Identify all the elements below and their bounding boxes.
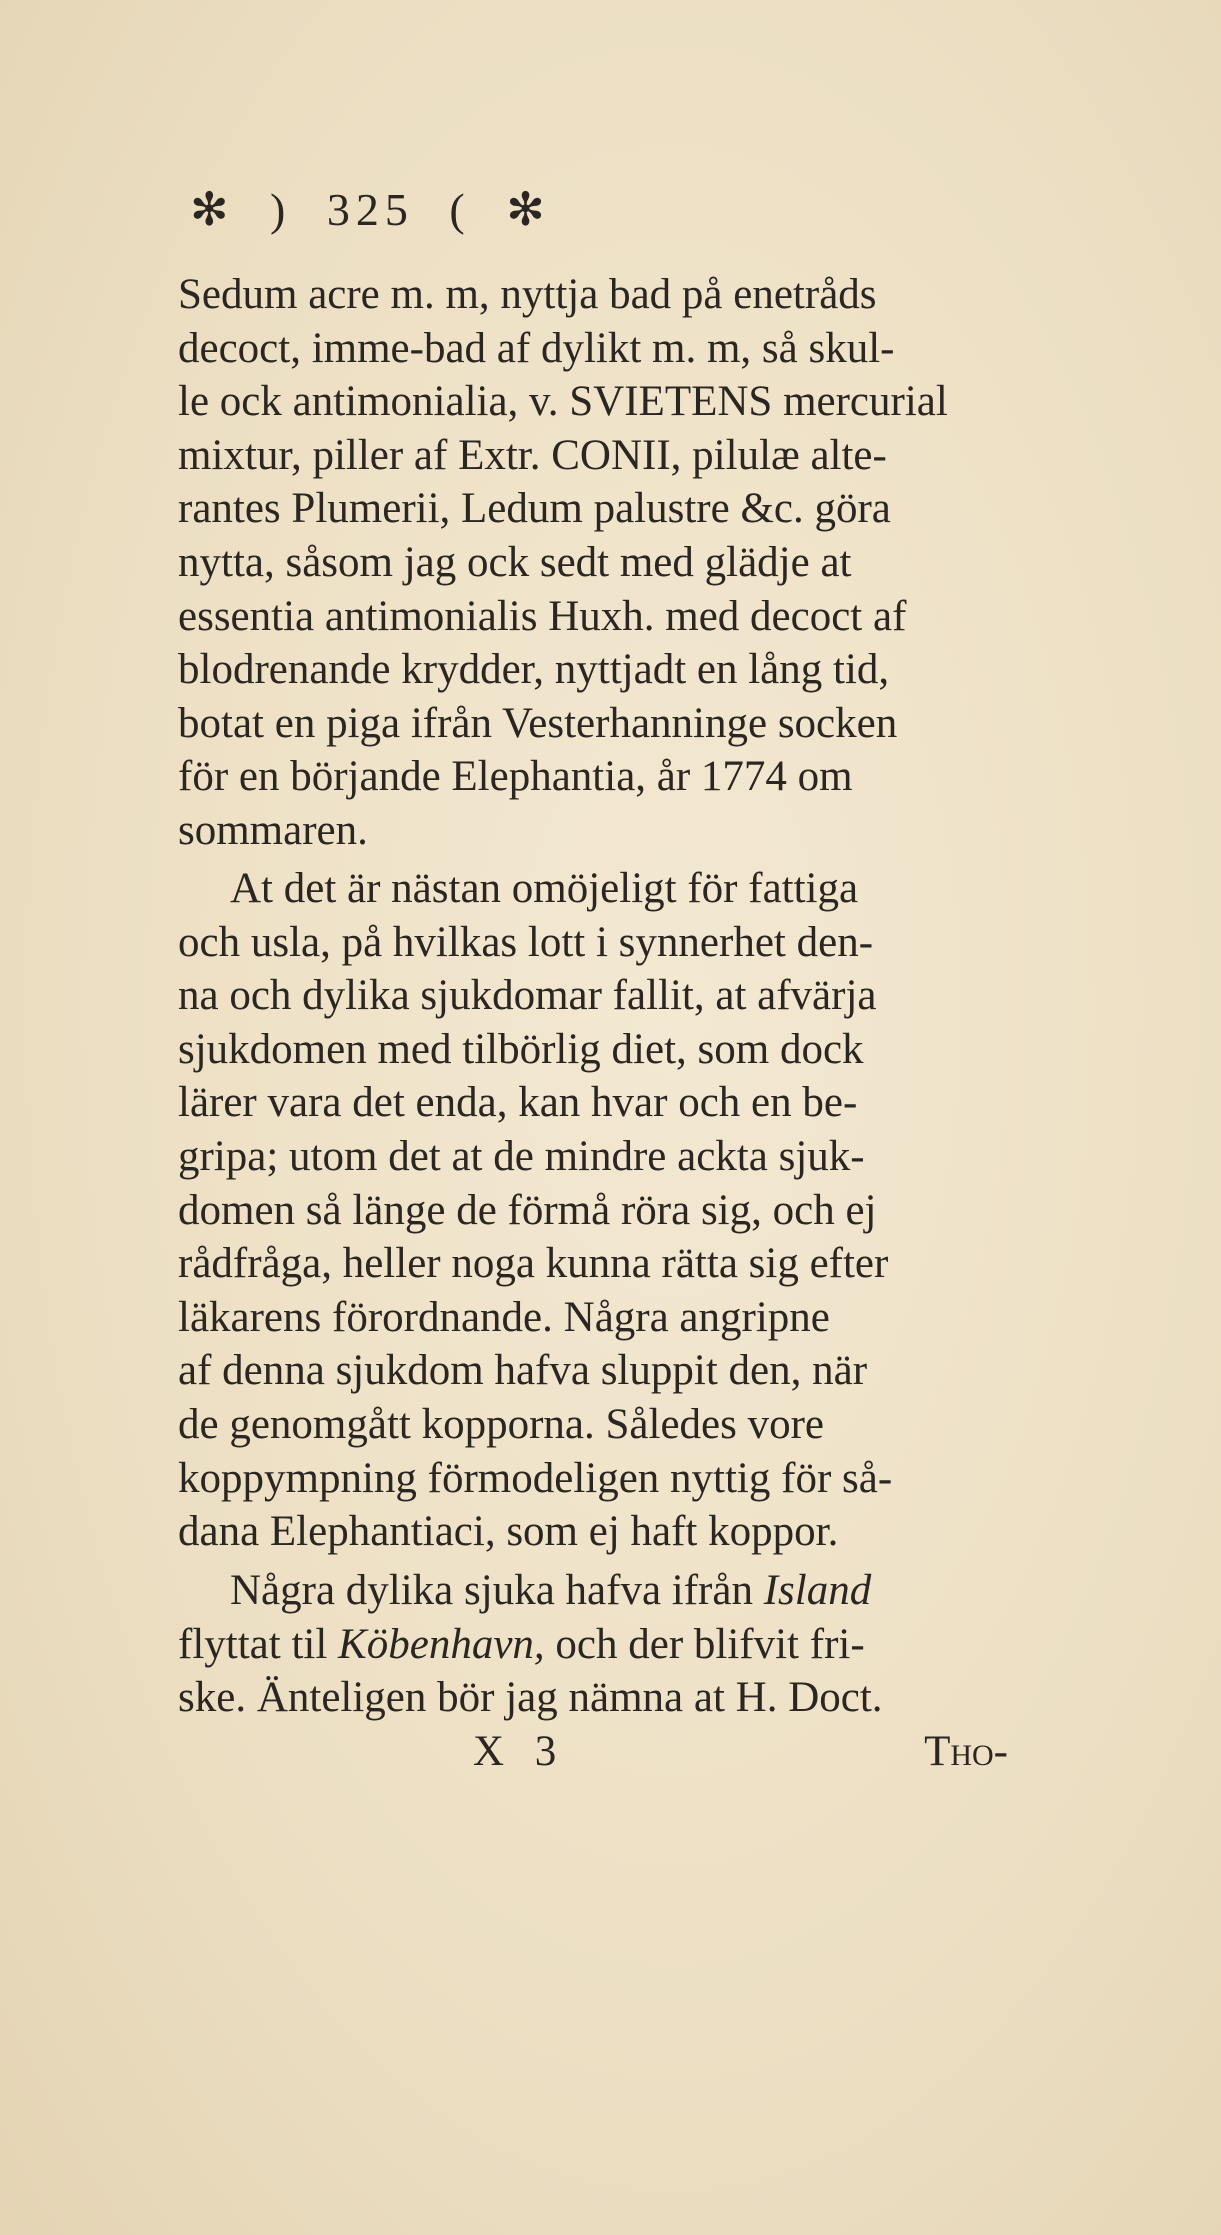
paragraph-3 [178, 1564, 1008, 1725]
text-line: blodrenande krydder, nyttjadt en lång tid, [178, 646, 890, 694]
place-name-kobenhavn: Köbenhavn, [338, 1620, 545, 1668]
text-line: ske. Änteligen bör jag nämna at H. Doct. [178, 1674, 883, 1722]
text-segment: och der blifvit fri- [544, 1620, 865, 1668]
text-line: na och dylika sjukdomar fallit, at afvärja [178, 972, 877, 1020]
text-line: lärer vara det enda, kan hvar och en be- [178, 1079, 858, 1127]
signature-mark: X 3 [473, 1728, 567, 1775]
left-ornament-icon: ✻ [190, 184, 235, 235]
paragraph-2 [178, 862, 1008, 1559]
page-number: 325 [326, 184, 414, 235]
text-line: mixtur, piller af Extr. CONII, pilulæ alte- [178, 431, 887, 479]
text-line: botat en piga ifrån Vesterhanninge socken [178, 699, 898, 747]
text-line: sjukdomen med tilbörlig diet, som dock [178, 1025, 864, 1073]
text-line: dana Elephantiaci, som ej haft koppor. [178, 1508, 839, 1556]
text-segment: Några dylika sjuka hafva ifrån [230, 1567, 764, 1614]
header-paren-close: ( [449, 184, 471, 235]
text-line: koppympning förmodeligen nyttig för så- [178, 1454, 893, 1502]
text-segment: flyttat til [178, 1620, 339, 1668]
text-line: för en börjande Elephantia, år 1774 om [178, 753, 853, 801]
text-line: läkarens förordnande. Några angripne [178, 1293, 830, 1341]
text-line: domen så länge de förmå röra sig, och ej [178, 1186, 877, 1234]
text-line: nytta, såsom jag ock sedt med glädje at [178, 538, 852, 586]
paragraph-1 [178, 268, 1008, 858]
text-line: At det är nästan omöjeligt för fattiga [230, 865, 859, 912]
text-line [178, 1564, 1008, 1618]
text-line: le ock antimonialia, v. SVIETENS mercurial [178, 378, 948, 426]
text-line: af denna sjukdom hafva sluppit den, när [178, 1347, 868, 1395]
catchword: Tho- [924, 1728, 1008, 1775]
text-line: gripa; utom det at de mindre ackta sjuk- [178, 1132, 865, 1180]
text-line: sommaren. [178, 806, 368, 854]
text-line: och usla, på hvilkas lott i synnerhet den- [178, 918, 874, 966]
text-line [178, 1618, 1008, 1672]
text-line: rantes Plumerii, Ledum palustre &c. göra [178, 485, 891, 533]
text-line: decoct, imme-bad af dylikt m. m, så skul- [178, 324, 895, 372]
text-line: essentia antimonialis Huxh. med decoct af [178, 592, 907, 640]
right-ornament-icon: ✻ [506, 184, 551, 235]
page-header [190, 182, 750, 236]
page-footer [178, 1727, 1008, 1781]
text-line: de genomgått kopporna. Således vore [178, 1400, 825, 1448]
place-name-island: Island [763, 1567, 872, 1614]
text-line: rådfråga, heller noga kunna rätta sig efter [178, 1240, 889, 1288]
header-paren-open: ) [270, 184, 292, 235]
text-line: Sedum acre m. m, nyttja bad på enetråds [178, 271, 877, 318]
